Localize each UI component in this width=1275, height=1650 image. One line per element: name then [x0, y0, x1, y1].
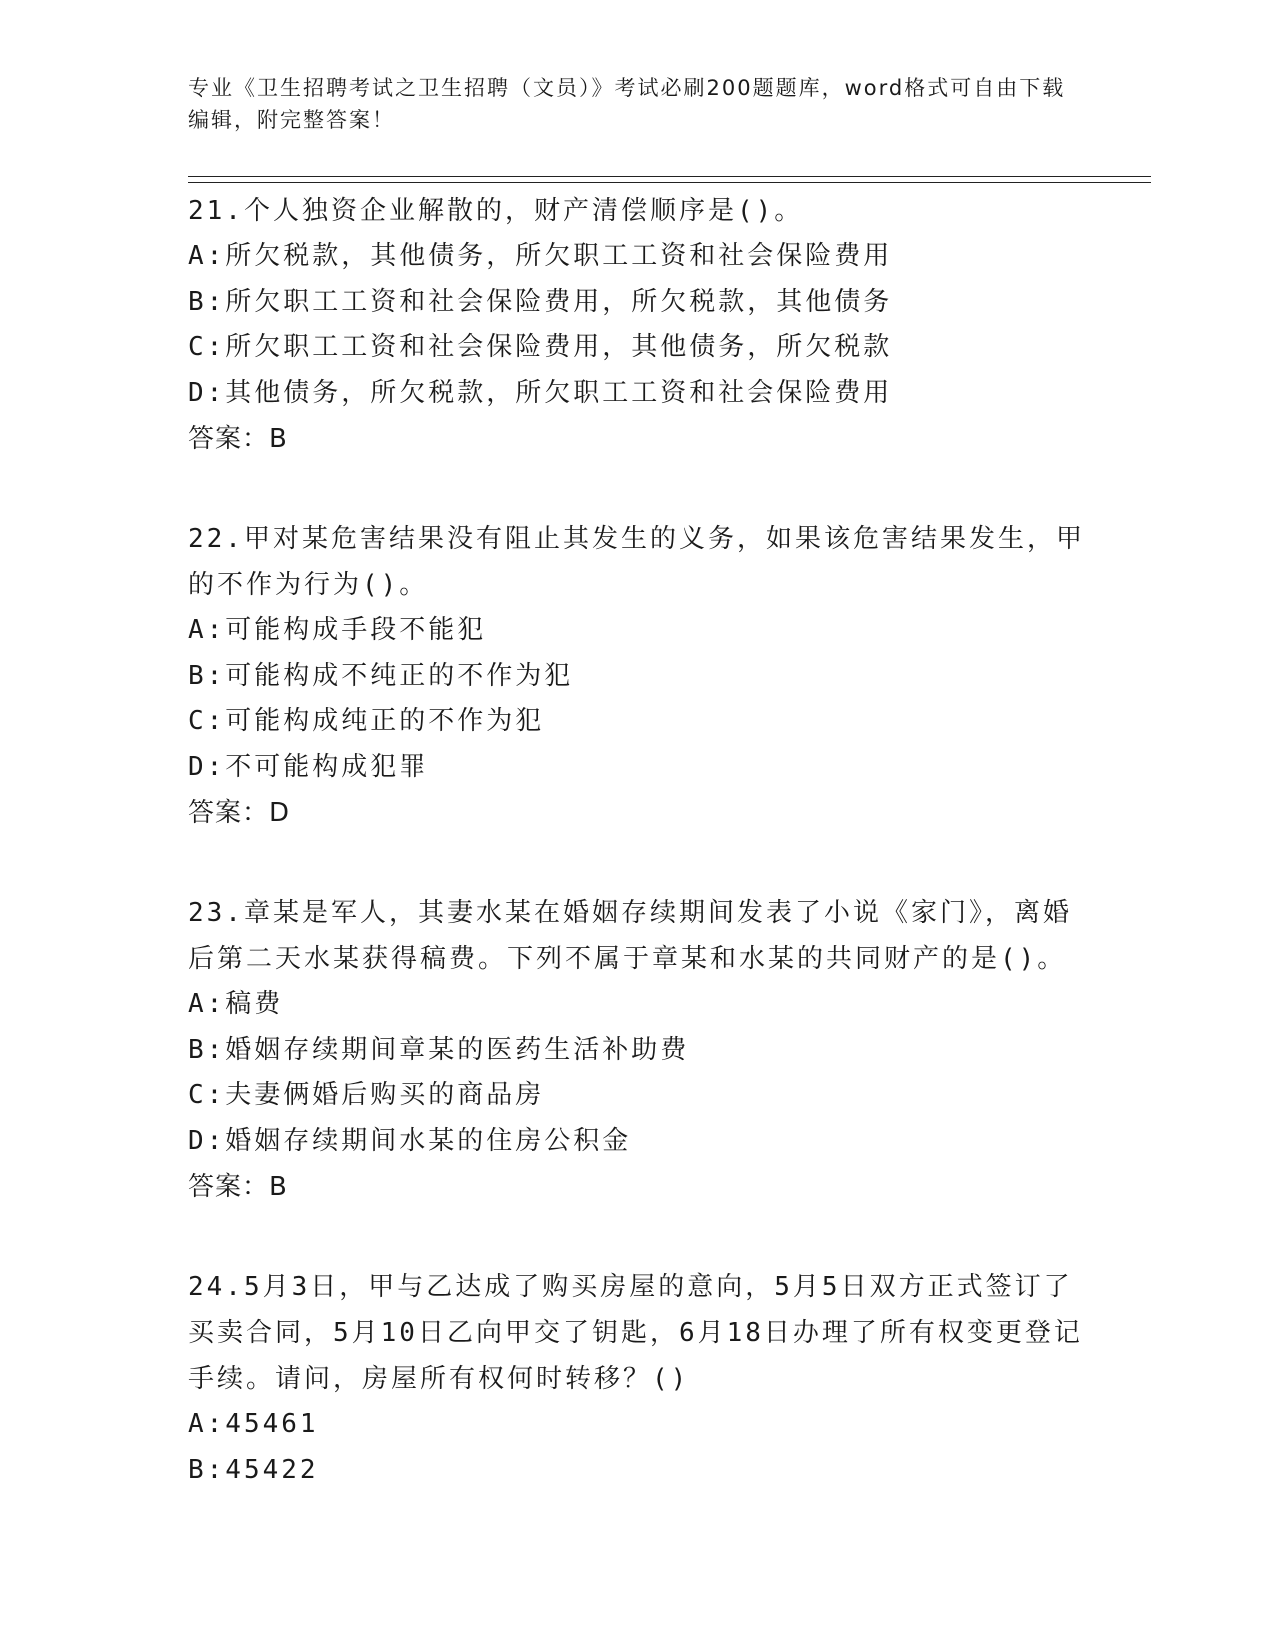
option-c: C:可能构成纯正的不作为犯: [188, 706, 545, 736]
question-23: [188, 890, 1088, 1210]
option-a: A:稿费: [188, 989, 284, 1019]
option-b: B:可能构成不纯正的不作为犯: [188, 660, 574, 691]
option-b: B:45422: [188, 1454, 319, 1485]
answer-line: 答案：B: [188, 1172, 288, 1202]
question-stem: 22.甲对某危害结果没有阻止其发生的义务，如果该危害结果发生，甲的不作为行为()。: [188, 524, 1085, 600]
answer-line: 答案：B: [188, 424, 288, 454]
answer-line: 答案：D: [188, 798, 291, 828]
option-a: A:所欠税款，其他债务，所欠职工工资和社会保险费用: [188, 241, 893, 271]
question-24: [188, 1264, 1088, 1493]
option-d: D:不可能构成犯罪: [188, 751, 429, 782]
option-a: A:45461: [188, 1409, 319, 1439]
option-d: D:其他债务，所欠税款，所欠职工工资和社会保险费用: [188, 377, 893, 408]
question-21: [188, 188, 1088, 462]
question-22: [188, 516, 1088, 836]
option-b: B:婚姻存续期间章某的医药生活补助费: [188, 1034, 690, 1065]
option-c: C:夫妻俩婚后购买的商品房: [188, 1080, 545, 1110]
option-b: B:所欠职工工资和社会保险费用，所欠税款，其他债务: [188, 286, 893, 317]
header-divider-top: [188, 176, 1151, 177]
option-a: A:可能构成手段不能犯: [188, 615, 487, 645]
header-divider-bottom: [188, 182, 1151, 183]
question-stem: 24.5月3日，甲与乙达成了购买房屋的意向，5月5日双方正式签订了买卖合同，5月10日乙向甲交了钥匙，6月18日办理了所有权变更登记手续。请问，房屋所有权何时转移？(): [188, 1272, 1083, 1394]
question-stem: 23.章某是军人，其妻水某在婚姻存续期间发表了小说《家门》，离婚后第二天水某获得稿费。下列不属于章某和水某的共同财产的是()。: [188, 898, 1072, 974]
option-c: C:所欠职工工资和社会保险费用，其他债务，所欠税款: [188, 332, 893, 362]
document-header: 专业《卫生招聘考试之卫生招聘（文员）》考试必刷200题题库，word格式可自由下载编辑，附完整答案！: [188, 76, 1066, 132]
option-d: D:婚姻存续期间水某的住房公积金: [188, 1125, 632, 1156]
question-list: [188, 188, 1088, 1547]
question-stem: 21.个人独资企业解散的，财产清偿顺序是()。: [188, 196, 804, 226]
